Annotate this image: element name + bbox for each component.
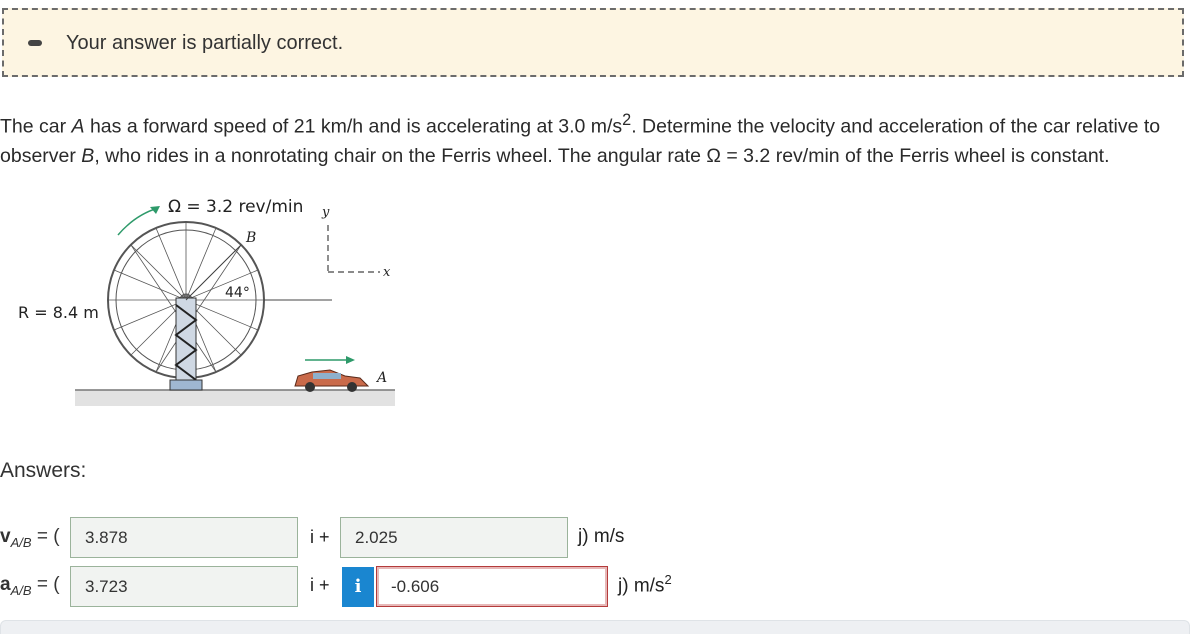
acceleration-j-input[interactable] <box>376 566 608 607</box>
velocity-unit: j) m/s <box>578 526 625 547</box>
omega-arrow <box>118 208 158 235</box>
radius-label: R = 8.4 m <box>18 303 99 322</box>
velocity-i-separator: i + <box>310 527 330 547</box>
velocity-i-input[interactable] <box>70 517 298 558</box>
feedback-banner <box>2 8 1184 77</box>
axis-x-label: x <box>383 265 391 280</box>
answers-heading: Answers: <box>0 459 87 482</box>
axis-y-label: y <box>322 205 330 220</box>
velocity-j-input[interactable] <box>340 517 568 558</box>
velocity-label: $v_{A/B}$ = ( <box>0 526 60 550</box>
ferris-wheel-figure <box>0 190 420 420</box>
acceleration-i-separator: i + <box>310 575 330 595</box>
partial-icon <box>28 40 42 46</box>
point-a-label: A <box>377 370 388 386</box>
omega-label: Ω = 3.2 rev/min <box>168 197 304 217</box>
feedback-message: Your answer is partially correct. <box>66 32 344 54</box>
bottom-panel <box>0 620 1190 634</box>
point-b-label: B <box>246 230 257 246</box>
acceleration-label: $a_{A/B}$ = ( <box>0 574 60 598</box>
axes <box>328 225 380 272</box>
car-icon <box>295 370 368 392</box>
problem-statement: The car A has a forward speed of 21 km/h and is accelerating at 3.0 $m/s^2$. Determine the velocity and acceleration of the car relative to observer B, who rides in a nonrotating chair on the Ferris wheel. The angular rate Ω = 3.2 rev/min of the Ferris wheel is constant. <box>0 111 1161 167</box>
acceleration-i-input[interactable] <box>70 566 298 607</box>
angle-label: 44° <box>225 285 250 301</box>
info-icon[interactable]: i <box>342 567 374 607</box>
acceleration-unit: j) $m/s^2$ <box>618 572 672 597</box>
